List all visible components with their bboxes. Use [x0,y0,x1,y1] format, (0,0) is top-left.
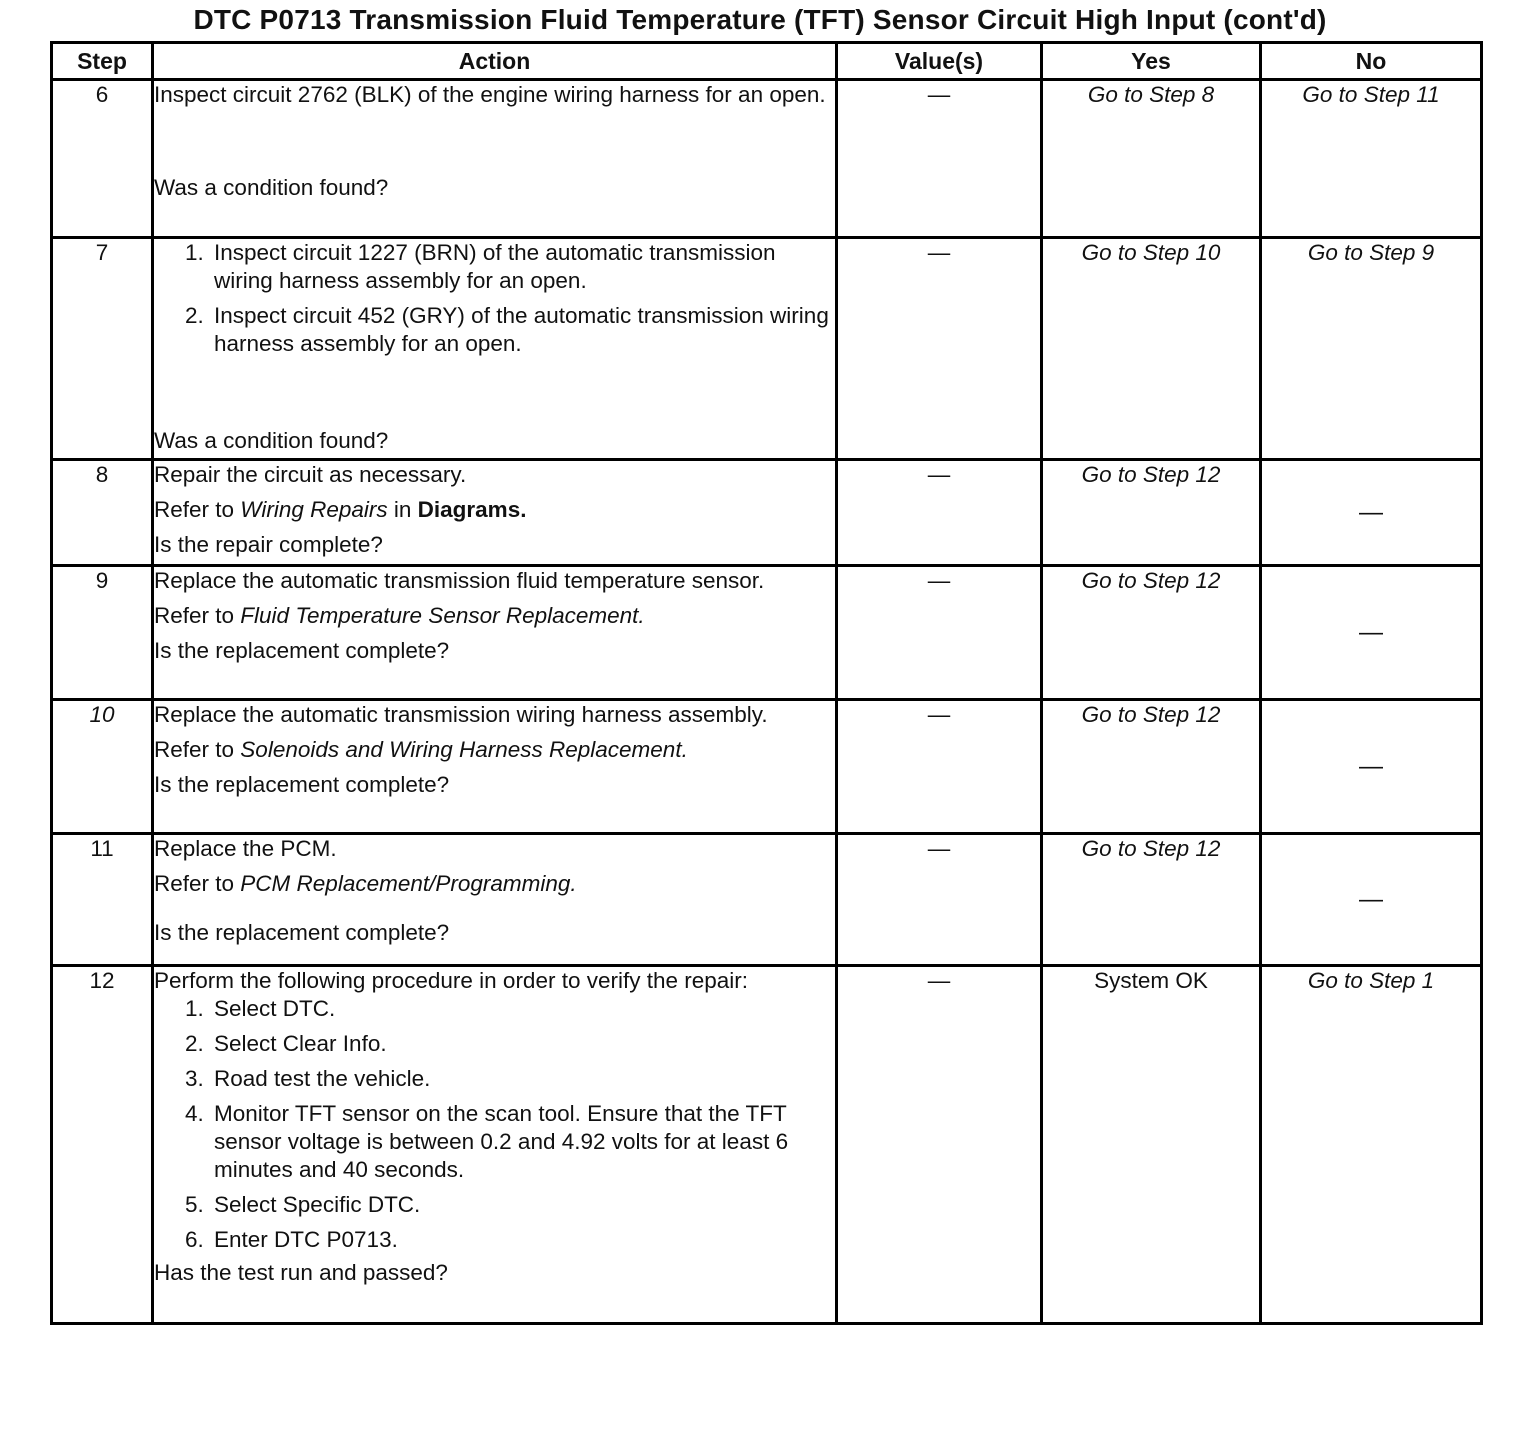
refer-section: Diagrams. [417,497,527,522]
action-question: Is the replacement complete? [154,920,450,945]
no-cell: — [1261,834,1482,966]
action-cell [153,566,837,700]
value-cell: — [837,834,1042,966]
action-list [154,239,835,358]
action-question: Has the test run and passed? [154,1260,448,1285]
action-refer: Refer to Wiring Repairs in Diagrams. [154,497,527,522]
step-number: 10 [52,700,153,834]
step-number: 8 [52,460,153,566]
action-cell [153,834,837,966]
action-list-item: 5. Select Specific DTC. [210,1191,835,1219]
action-question: Is the repair complete? [154,532,383,557]
value-cell: — [837,80,1042,238]
header-action: Action [153,43,837,80]
action-text: Inspect circuit 2762 (BLK) of the engine wiring harness for an open. [154,82,826,107]
yes-link[interactable]: Go to Step 12 [1081,462,1221,487]
action-list [154,995,835,1254]
header-row [52,43,1482,80]
no-cell: — [1261,566,1482,700]
table-row [52,80,1482,238]
no-link[interactable]: Go to Step 11 [1302,82,1440,107]
no-cell: — [1261,460,1482,566]
yes-link[interactable]: Go to Step 12 [1081,702,1221,727]
yes-cell [1042,238,1261,460]
no-link[interactable]: Go to Step 9 [1307,240,1435,265]
step-number: 11 [52,834,153,966]
value-cell: — [837,966,1042,1324]
header-yes: Yes [1042,43,1261,80]
action-list-item: 1. Inspect circuit 1227 (BRN) of the automatic transmission wiring harness assembly for an open. [210,239,835,295]
action-text: Perform the following procedure in order to verify the repair: [154,968,749,993]
page-title: DTC P0713 Transmission Fluid Temperature (TFT) Sensor Circuit High Input (cont'd) [193,4,1327,35]
action-list-item: 1. Select DTC. [210,995,835,1023]
yes-cell [1042,834,1261,966]
header-values: Value(s) [837,43,1042,80]
action-cell [153,700,837,834]
table-row [52,238,1482,460]
action-question: Was a condition found? [154,175,389,200]
action-refer: Refer to PCM Replacement/Programming. [154,871,577,896]
step-number: 7 [52,238,153,460]
table-row [52,566,1482,700]
action-text: Repair the circuit as necessary. [154,462,467,487]
action-text: Replace the automatic transmission fluid temperature sensor. [154,568,765,593]
yes-cell [1042,80,1261,238]
action-question: Was a condition found? [154,428,389,453]
table-row [52,834,1482,966]
no-cell [1261,80,1482,238]
yes-link[interactable]: Go to Step 12 [1081,568,1221,593]
value-cell: — [837,566,1042,700]
yes-cell [1042,460,1261,566]
refer-link[interactable]: Solenoids and Wiring Harness Replacement. [240,737,688,762]
no-cell: — [1261,700,1482,834]
value-cell: — [837,238,1042,460]
value-cell: — [837,460,1042,566]
step-number: 9 [52,566,153,700]
refer-link[interactable]: Fluid Temperature Sensor Replacement. [240,603,645,628]
table-row [52,700,1482,834]
yes-cell [1042,966,1261,1324]
yes-cell [1042,700,1261,834]
refer-link[interactable]: Wiring Repairs [240,497,388,522]
yes-cell [1042,566,1261,700]
header-step: Step [52,43,153,80]
action-list-item: 2. Select Clear Info. [210,1030,835,1058]
yes-link[interactable]: Go to Step 12 [1081,836,1221,861]
action-cell [153,460,837,566]
yes-link[interactable]: Go to Step 8 [1087,82,1215,107]
no-cell [1261,238,1482,460]
action-text: Replace the PCM. [154,836,337,861]
action-list-item: 3. Road test the vehicle. [210,1065,835,1093]
step-number: 12 [52,966,153,1324]
action-refer: Refer to Solenoids and Wiring Harness Replacement. [154,737,688,762]
step-number: 6 [52,80,153,238]
action-cell [153,80,837,238]
table-row [52,460,1482,566]
action-list-item: 6. Enter DTC P0713. [210,1226,835,1254]
action-cell [153,966,837,1324]
header-no: No [1261,43,1482,80]
action-list-item: 4. Monitor TFT sensor on the scan tool. Ensure that the TFT sensor voltage is between 0.2 and 4.92 volts for at least 6 minutes and 40 seconds. [210,1100,835,1184]
action-refer: Refer to Fluid Temperature Sensor Replacement. [154,603,645,628]
yes-result: System OK [1094,968,1208,993]
action-question: Is the replacement complete? [154,772,450,797]
no-link[interactable]: Go to Step 1 [1307,968,1435,993]
action-text: Replace the automatic transmission wiring harness assembly. [154,702,768,727]
table-row [52,966,1482,1324]
refer-link[interactable]: PCM Replacement/Programming. [240,871,577,896]
action-cell [153,238,837,460]
no-cell [1261,966,1482,1324]
action-question: Is the replacement complete? [154,638,450,663]
value-cell: — [837,700,1042,834]
action-list-item: 2. Inspect circuit 452 (GRY) of the automatic transmission wiring harness assembly for an open. [210,302,835,358]
yes-link[interactable]: Go to Step 10 [1081,240,1221,265]
diagnostic-table [50,41,1483,1325]
